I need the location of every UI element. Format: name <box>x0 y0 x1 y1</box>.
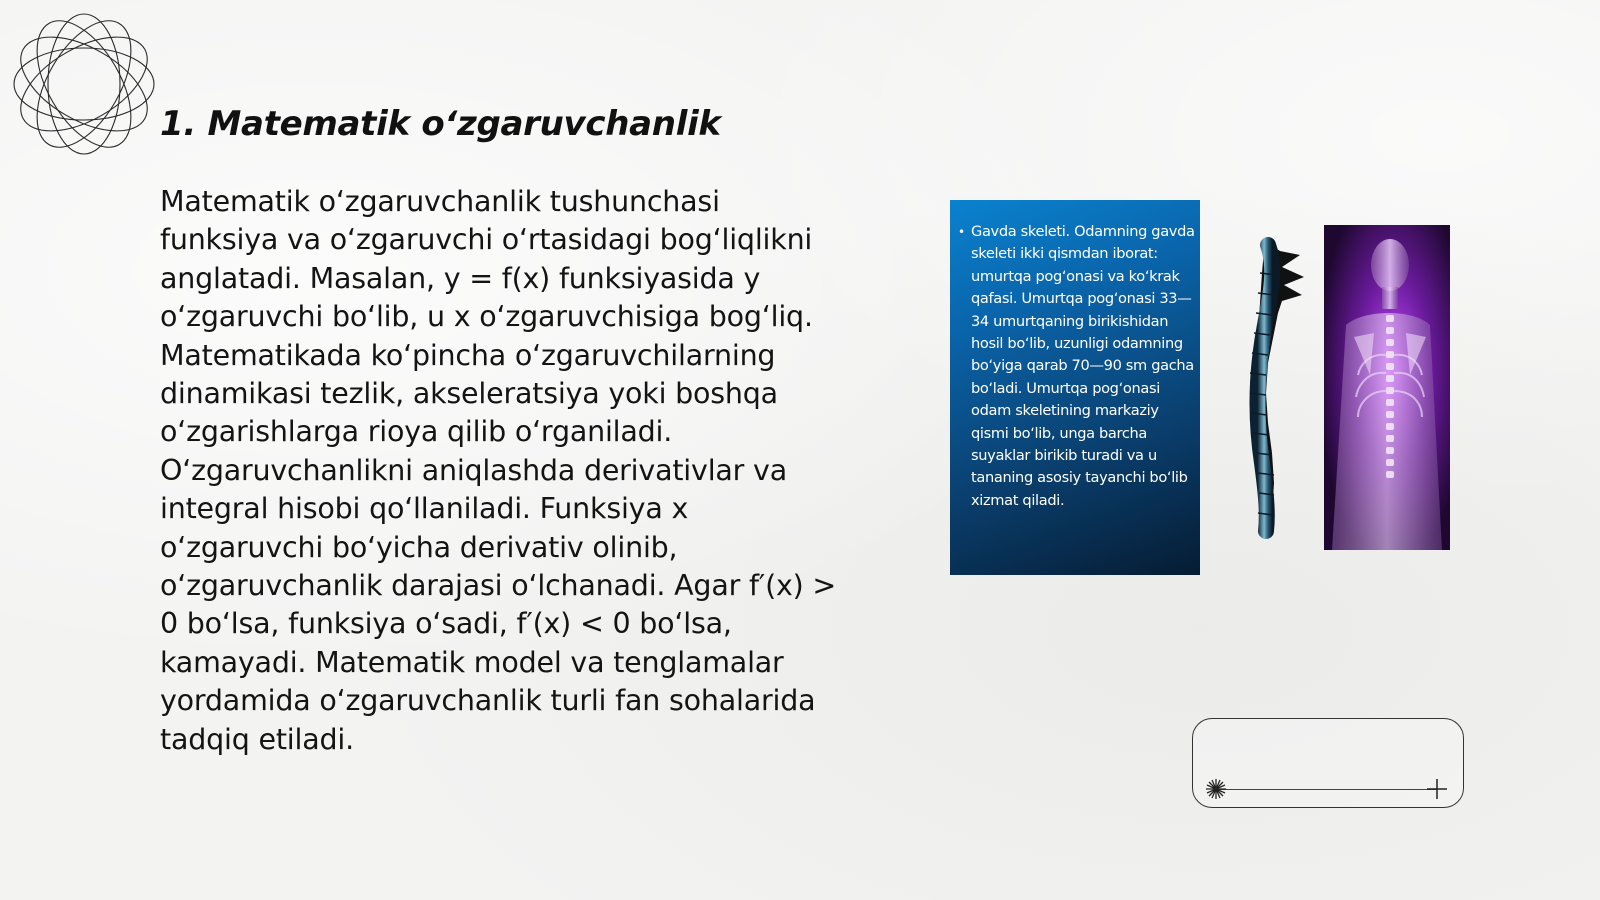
sparkle-icon <box>1205 778 1227 800</box>
spine-illustration <box>1238 233 1308 539</box>
bullet-marker: • <box>958 225 966 239</box>
info-bullet-item <box>958 221 1196 512</box>
caption-card <box>1192 718 1464 808</box>
plus-icon <box>1425 777 1449 801</box>
info-box-text: Gavda skeleti. Odamning gavda skeleti ikki qismdan iborat: umurtqa pog‘onasi va ko‘krak qafasi. Umurtqa pog‘onasi 33—34 umurtqaning birikishidan hosil bo‘lib, uzunligi odamning bo‘yiga qarab 70—90 sm gacha bo‘ladi. Umurtqa pog‘onasi odam skeletining markaziy qismi bo‘lib, unga barcha suyaklar birikib turadi va u tananing asosiy tayanchi bo‘lib xizmat qiladi. <box>971 223 1195 509</box>
slide-title: 1. Matematik o‘zgaruvchanlik <box>160 104 721 144</box>
circle-ornament-icon <box>10 10 158 158</box>
slide-body-text: Matematik o‘zgaruvchanlik tushunchasi funksiya va o‘zgaruvchi o‘rtasidagi bog‘liqlikni anglatadi. Masalan, y = f(x) funksiyasida y o‘zgaruvchi bo‘lib, u x o‘zgaruvchisiga bog‘liq. Matematikada ko‘pincha o‘zgaruvchilarning dinamikasi tezlik, akseleratsiya yoki boshqa o‘zgarishlarga rioya qilib o‘rganiladi. O‘zgaruvchanlikni aniqlashda derivativlar va integral hisobi qo‘llaniladi. Funksiya x o‘zgaruvchi bo‘yicha derivativ olinib, o‘zgaruvchanlik darajasi o‘lchanadi. Agar f′(x) > 0 bo‘lsa, funksiya o‘sadi, f′(x) < 0 bo‘lsa, kamayadi. Matematik model va tenglamalar yordamida o‘zgaruvchanlik turli fan sohalarida tadqiq etiladi. <box>160 185 837 756</box>
human-skeleton-xray <box>1324 225 1450 550</box>
caption-divider-line <box>1215 789 1437 790</box>
info-box <box>950 200 1200 575</box>
